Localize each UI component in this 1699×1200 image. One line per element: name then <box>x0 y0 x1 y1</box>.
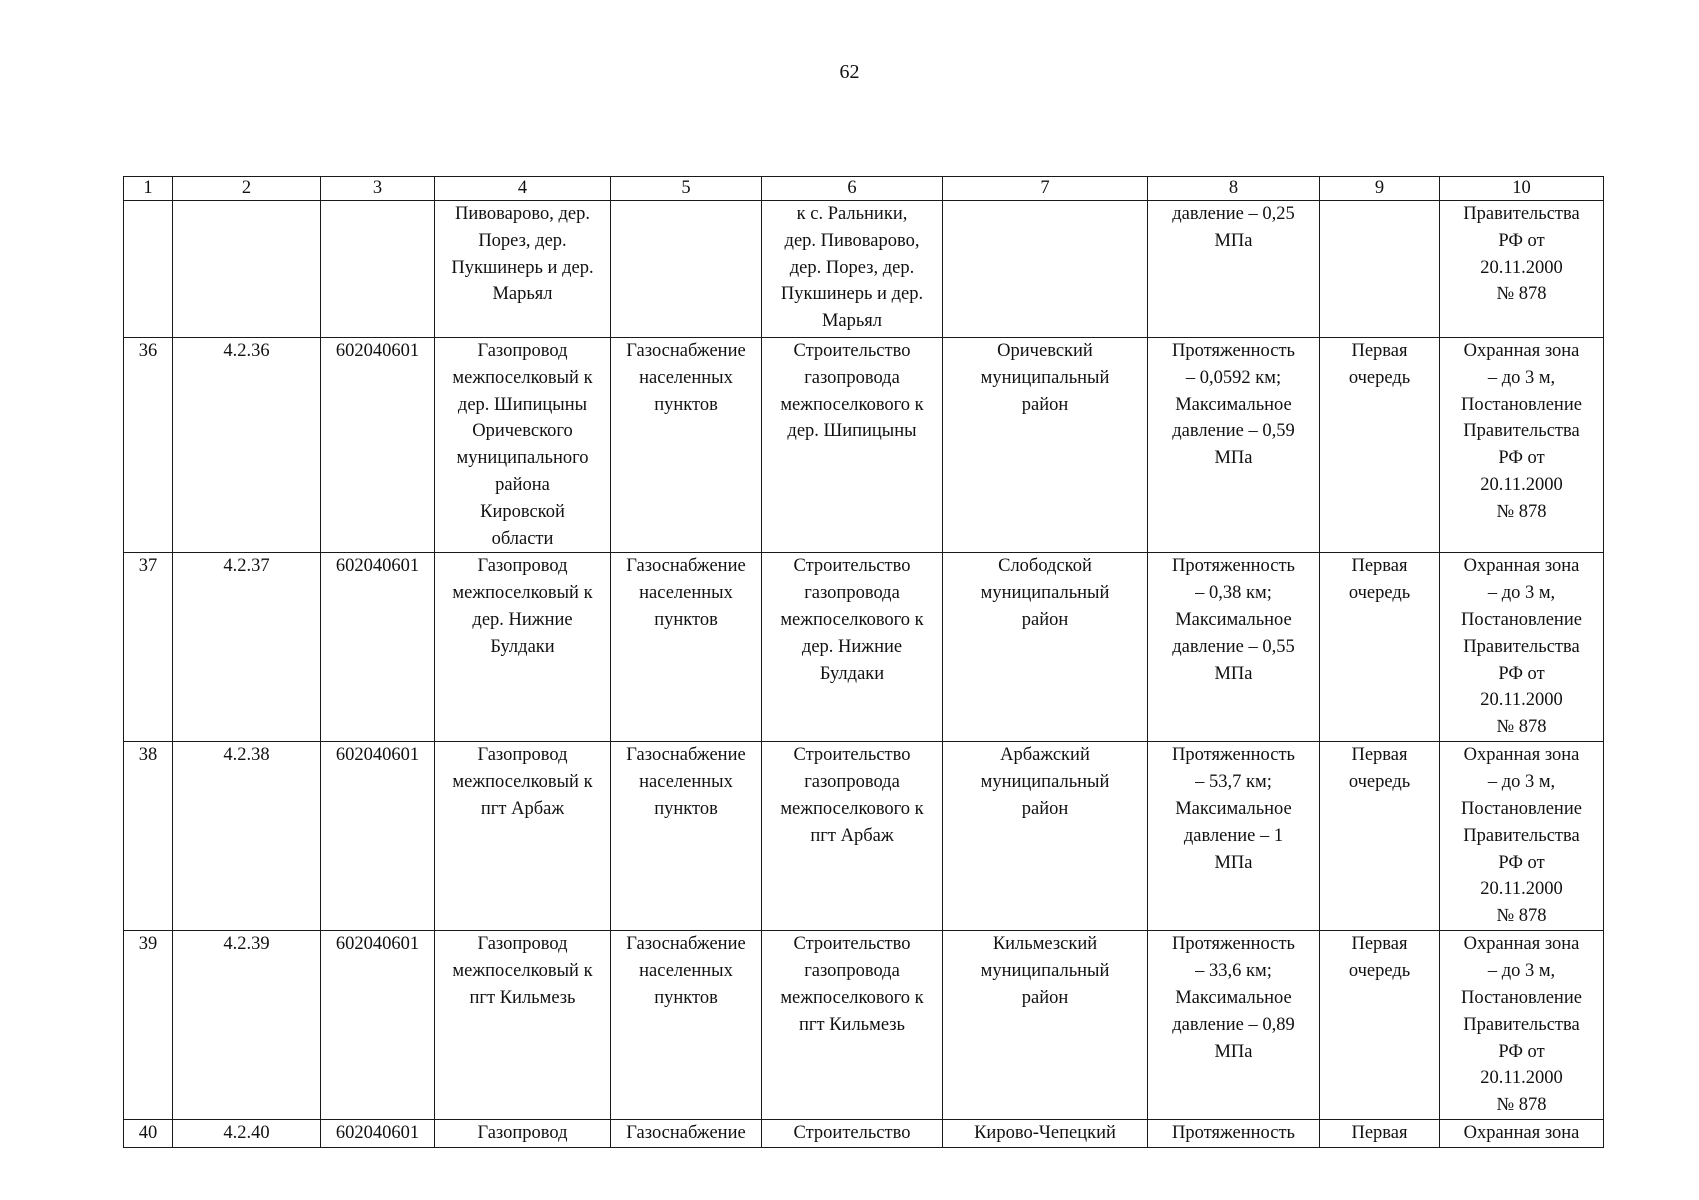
column-number-header: 6 <box>762 177 943 201</box>
table-row <box>124 1119 1604 1147</box>
table-cell: 39 <box>124 931 173 1120</box>
table-cell: Оричевский муниципальный район <box>943 338 1148 553</box>
table-cell: Охранная зона – до 3 м, Постановление Правительства РФ от 20.11.2000 № 878 <box>1440 931 1604 1120</box>
table-cell: Протяженность – 53,7 км; Максимальное давление – 1 МПа <box>1148 742 1320 931</box>
table-cell: давление – 0,25 МПа <box>1148 201 1320 338</box>
table-cell <box>321 201 435 338</box>
table-cell: Протяженность – 0,0592 км; Максимальное давление – 0,59 МПа <box>1148 338 1320 553</box>
table-cell: Охранная зона – до 3 м, Постановление Правительства РФ от 20.11.2000 № 878 <box>1440 338 1604 553</box>
table-cell: Газоснабжение населенных пунктов <box>611 931 762 1120</box>
table-row <box>124 553 1604 742</box>
column-number-header: 4 <box>435 177 611 201</box>
table-cell: Газопровод межпоселковый к пгт Кильмезь <box>435 931 611 1120</box>
table-cell: 4.2.39 <box>173 931 321 1120</box>
table-row <box>124 742 1604 931</box>
table-cell: Газоснабжение населенных пунктов <box>611 742 762 931</box>
table-cell: 4.2.36 <box>173 338 321 553</box>
table-cell: Охранная зона – до 3 м, Постановление Правительства РФ от 20.11.2000 № 878 <box>1440 742 1604 931</box>
table-cell: Охранная зона <box>1440 1119 1604 1147</box>
table-cell: Кирово-Чепецкий <box>943 1119 1148 1147</box>
table-cell <box>124 201 173 338</box>
table-cell: Протяженность – 33,6 км; Максимальное давление – 0,89 МПа <box>1148 931 1320 1120</box>
column-number-header: 1 <box>124 177 173 201</box>
table-cell: Первая очередь <box>1320 338 1440 553</box>
table-cell: Газоснабжение населенных пунктов <box>611 338 762 553</box>
table-cell: 602040601 <box>321 1119 435 1147</box>
table-cell: Строительство газопровода межпоселкового к пгт Арбаж <box>762 742 943 931</box>
table-row <box>124 931 1604 1120</box>
table-cell: 4.2.40 <box>173 1119 321 1147</box>
table-cell: Арбажский муниципальный район <box>943 742 1148 931</box>
table-cell: Первая <box>1320 1119 1440 1147</box>
table-cell: Пивоварово, дер. Порез, дер. Пукшинерь и дер. Марьял <box>435 201 611 338</box>
column-number-header: 8 <box>1148 177 1320 201</box>
table-cell: Газопровод межпоселковый к дер. Нижние Булдаки <box>435 553 611 742</box>
table-cell: Газопровод межпоселковый к пгт Арбаж <box>435 742 611 931</box>
table-cell: 602040601 <box>321 742 435 931</box>
continuation-row <box>124 201 1604 338</box>
table-cell: Первая очередь <box>1320 553 1440 742</box>
table-cell: Газоснабжение населенных пунктов <box>611 553 762 742</box>
table-cell: 4.2.38 <box>173 742 321 931</box>
column-number-header: 7 <box>943 177 1148 201</box>
table-cell: к с. Ральники, дер. Пивоварово, дер. Порез, дер. Пукшинерь и дер. Марьял <box>762 201 943 338</box>
table-cell: Первая очередь <box>1320 931 1440 1120</box>
table-cell: 40 <box>124 1119 173 1147</box>
column-number-header: 3 <box>321 177 435 201</box>
table-cell: 36 <box>124 338 173 553</box>
table-cell: Строительство газопровода межпоселкового к дер. Нижние Булдаки <box>762 553 943 742</box>
table-cell: Газопровод <box>435 1119 611 1147</box>
table-cell <box>611 201 762 338</box>
column-number-row <box>124 177 1604 201</box>
column-number-header: 9 <box>1320 177 1440 201</box>
table-cell: Протяженность – 0,38 км; Максимальное давление – 0,55 МПа <box>1148 553 1320 742</box>
column-number-header: 10 <box>1440 177 1604 201</box>
table-cell: Газоснабжение <box>611 1119 762 1147</box>
table-cell <box>1320 201 1440 338</box>
table-cell: 37 <box>124 553 173 742</box>
table-cell: 602040601 <box>321 338 435 553</box>
table-cell: Строительство газопровода межпоселкового к пгт Кильмезь <box>762 931 943 1120</box>
table-cell: Первая очередь <box>1320 742 1440 931</box>
column-number-header: 2 <box>173 177 321 201</box>
table-cell: Охранная зона – до 3 м, Постановление Правительства РФ от 20.11.2000 № 878 <box>1440 553 1604 742</box>
table-cell: Правительства РФ от 20.11.2000 № 878 <box>1440 201 1604 338</box>
table-cell: Слободской муниципальный район <box>943 553 1148 742</box>
table-cell <box>173 201 321 338</box>
page-number: 62 <box>839 61 860 83</box>
table-cell: Строительство газопровода межпоселкового к дер. Шипицыны <box>762 338 943 553</box>
table-cell <box>943 201 1148 338</box>
pipeline-table <box>123 176 1604 1148</box>
table-cell: 602040601 <box>321 553 435 742</box>
table-cell: 4.2.37 <box>173 553 321 742</box>
column-number-header: 5 <box>611 177 762 201</box>
table-cell: 38 <box>124 742 173 931</box>
table-cell: Газопровод межпоселковый к дер. Шипицыны Оричевского муниципального района Кировской области <box>435 338 611 553</box>
table-cell: 602040601 <box>321 931 435 1120</box>
table-row <box>124 338 1604 553</box>
table-cell: Кильмезский муниципальный район <box>943 931 1148 1120</box>
table-cell: Протяженность <box>1148 1119 1320 1147</box>
table-cell: Строительство <box>762 1119 943 1147</box>
